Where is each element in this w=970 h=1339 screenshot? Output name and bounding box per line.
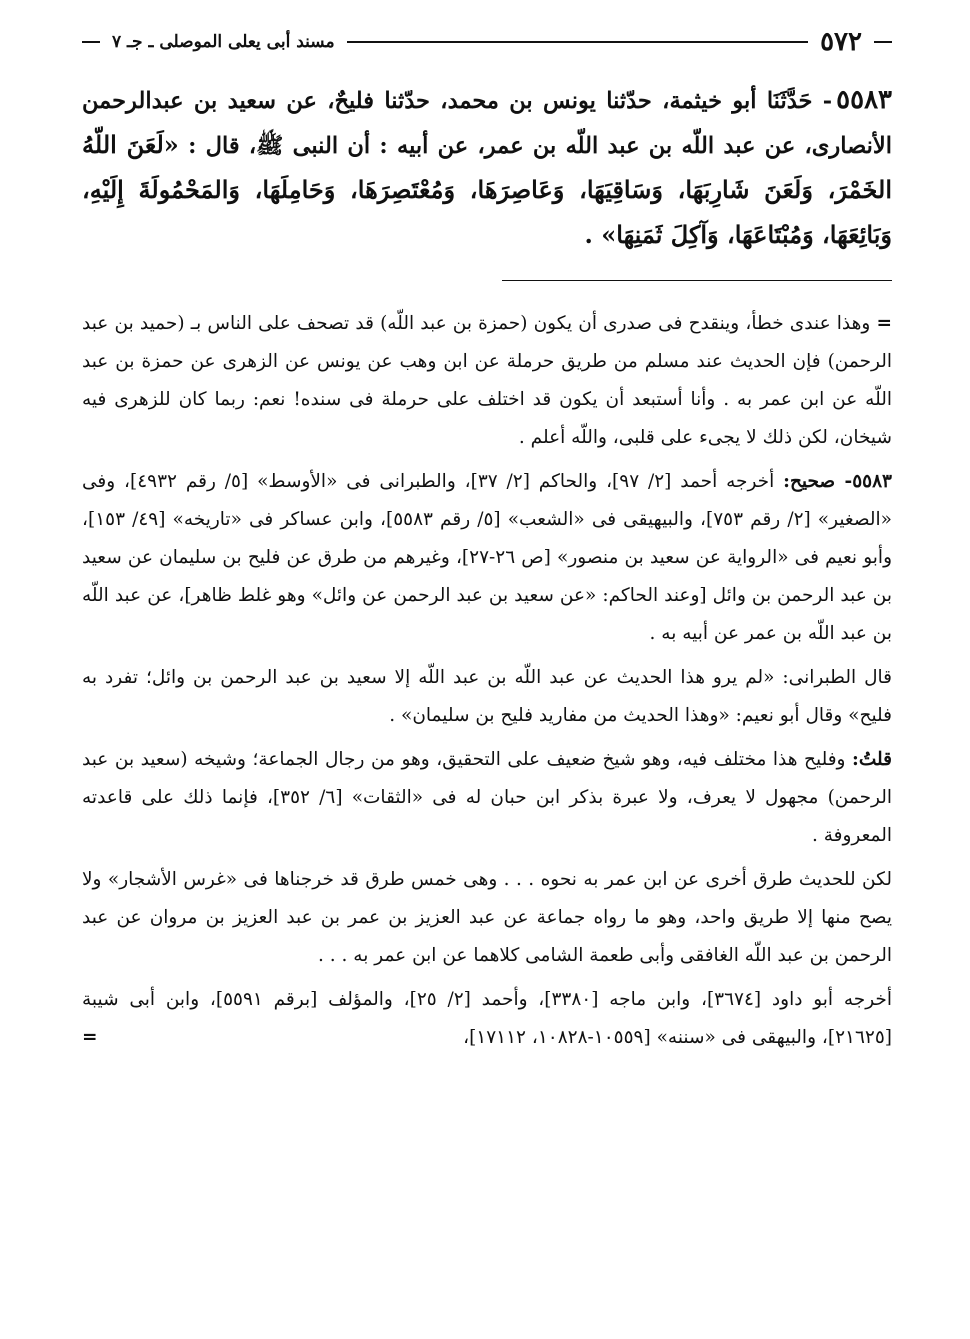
qultu-text: وفليح هذا مختلف فيه، وهو شيخ ضعيف على التحقيق، وهو من رجال الجماعة؛ وشيخه (سعيد بن عبد الرحمن) مجهول لا يعرف، ولا عبرة بذكر ابن حبان له فى «الثقات» [٦/ ٣٥٢]، فإنما ذلك على قاعدته المعروفة . [82,749,892,846]
continuation-text: وهذا عندى خطأ، وينقدح فى صدرى أن يكون (حمزة بن عبد اللّه) قد تصحف على الناس بـ (حميد بن عبد الرحمن) فإن الحديث عند مسلم من طريق حرملة عن ابن وهب عن يونس عن الزهرى عن حمزة بن عبد اللّه عن ابن عمر به . وأنا أستبعد أن يكون قد اختلف على حرملة فى سنده! نعم: ربما كان للزهرى فيه شيخان، لكن ذلك لا يجىء على قلبى، واللّه أعلم . [82,313,892,448]
takhrij-number: ٥٥٨٣ [852,471,892,492]
footnote-divider [502,280,892,281]
running-header [82,24,892,60]
continuation-mark: = [876,313,892,334]
page-content [82,24,892,1063]
other-routes-text: لكن للحديث طرق أخرى عن ابن عمر به نحوه . . . وهى خمس طرق قد خرجناها فى «غرس الأشجار» ولا يصح منها إلا طريق واحد، وهو ما رواه جماعة عن عبد العزيز بن عمر بن عبد العزيز بن مروان عن عبد الرحمن بن عبد اللّه الغافقى وأبى طعمة الشامى كلاهما عن ابن عمر به . . . [82,869,892,966]
header-dash [874,41,892,43]
takhrij-label: - صحيح: [783,471,853,492]
tabarani-text: قال الطبرانى: «لم يرو هذا الحديث عن عبد اللّه بن عبد اللّه إلا سعيد بن عبد الرحمن بن وائل؛ تفرد به فليح» وقال أبو نعيم: «وهذا الحديث من مفاريد فليح بن سليمان» . [82,667,892,726]
hadith-isnad: - حَدَّثَنَا أبو خيثمة، حدّثنا يونس بن محمد، حدّثنا فليحٌ، عن سعيد بن عبدالرحمن الأنصارى، عن عبد اللّه بن عبد اللّه بن عمر، عن أبيه : أن النبى ﷺ، قال : [82,88,892,159]
footnote-continuation [82,305,892,457]
footnotes [82,305,892,1057]
footnote-final [82,981,892,1057]
hadith-number: ٥٥٨٣ [836,85,892,115]
footnote-tabarani [82,659,892,735]
header-rule [347,41,809,43]
footnote-qultu [82,741,892,855]
footnote-other-routes [82,861,892,975]
hadith-block [82,78,892,258]
final-continuation-mark: = [82,1027,98,1048]
final-text: أخرجه أبو داود [٣٦٧٤]، وابن ماجه [٣٣٨٠]، وأحمد [٢/ ٢٥]، والمؤلف [برقم ٥٥٩١]، وابن أبى شيبة [٢١٦٢٥]، والبيهقى فى «سننه» [١٠٥٥٩-١٠٨٢٨، ١٧١١٢]، [82,989,892,1048]
hadith-matn: «لَعَنَ اللّهُ الخَمْرَ، وَلَعَنَ شَارِبَهَا، وَسَاقِيَهَا، وَعَاصِرَهَا، وَمُعْتَصِرَهَا، وَحَامِلَهَا، وَالمَحْمُولَةَ إِلَيْهِ، وَبَائِعَهَا، وَمُبْتَاعَهَا، وَآكِلَ ثَمَنِهَا» . [82,130,892,249]
qultu-label: قلتُ: [852,749,892,770]
hadith-text [82,78,892,258]
footnote-takhrij [82,463,892,653]
header-dash-end [82,41,100,43]
book-title: مسند أبى يعلى الموصلى ـ جـ ٧ [112,32,335,52]
page-number: ٥٧٢ [820,27,862,57]
takhrij-text: أخرجه أحمد [٢/ ٩٧]، والحاكم [٢/ ٣٧]، والطبرانى فى «الأوسط» [٥/ رقم ٤٩٣٢]، وفى «الصغير» [٢/ رقم ٧٥٣]، والبيهيقى فى «الشعب» [٥/ رقم ٥٥٨٣]، وابن عساكر فى «تاريخه» [٤٩/ ١٥٣]، وأبو نعيم فى «الرواية عن سعيد بن منصور» [ص ٢٦-٢٧]، وغيرهم من طرق عن فليح بن سليمان عن سعيد بن عبد الرحمن بن وائل [وعند الحاكم: «عن سعيد بن عبد الرحمن عن وائل» وهو غلط ظاهر]، عن عبد اللّه بن عبد اللّه بن عمر عن أبيه به . [82,471,892,644]
